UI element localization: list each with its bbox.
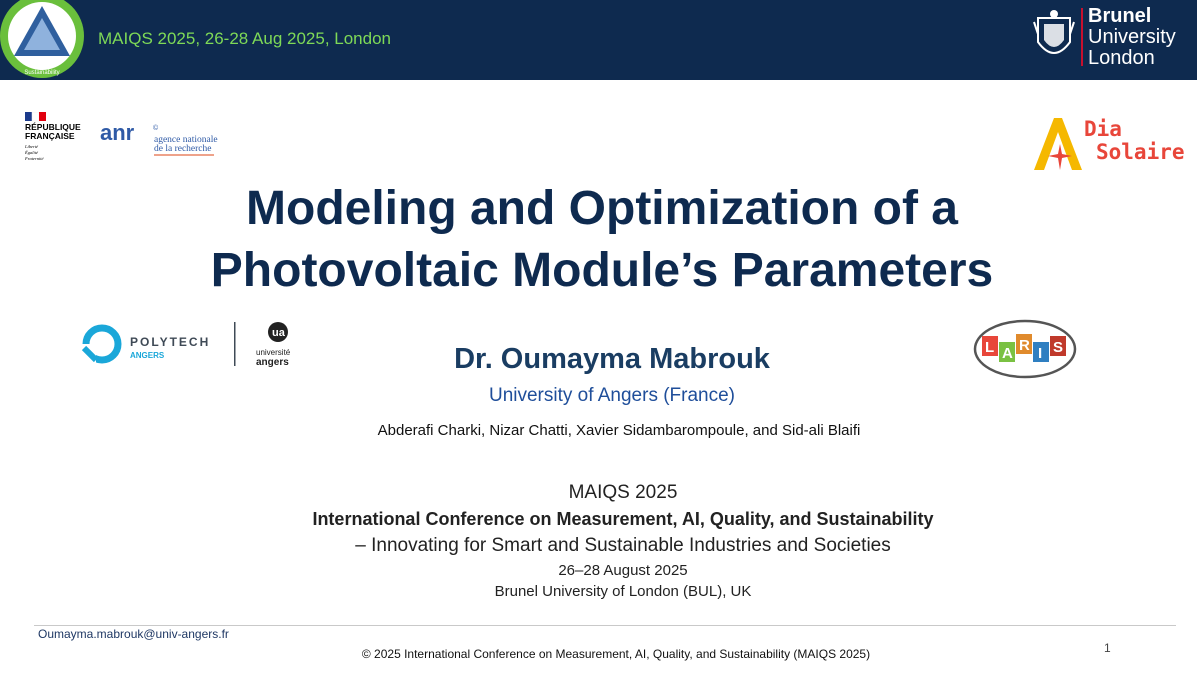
dia-word: Dia <box>1084 117 1122 141</box>
slide-title <box>0 178 1204 302</box>
conference-subtitle: – Innovating for Smart and Sustainable Industries and Societies <box>355 535 891 556</box>
anr-mark: anr <box>100 120 135 145</box>
republique-francaise-logo <box>25 112 87 168</box>
contact-email[interactable]: Oumayma.mabrouk@univ-angers.fr <box>38 627 229 641</box>
title-line-2: Photovoltaic Module’s Parameters <box>210 244 994 297</box>
laris-letter-l: L <box>985 339 995 356</box>
conference-venue: Brunel University of London (BUL), UK <box>494 583 752 600</box>
presenter-affiliation: University of Angers (France) <box>488 385 736 406</box>
copyright-notice: © 2025 International Conference on Measurement, AI, Quality, and Sustainability (MAIQS 2025) <box>361 647 871 661</box>
angers-word: angers <box>256 357 289 368</box>
laris-letter-r: R <box>1019 337 1030 354</box>
maiqs-logo <box>0 0 86 80</box>
conference-block <box>0 480 1204 602</box>
svg-text:ua: ua <box>272 327 285 339</box>
brunel-word: Brunel <box>1088 5 1152 27</box>
rf-line5: Fraternité <box>25 156 44 161</box>
conference-name: International Conference on Measurement, AI, Quality, and Sustainability <box>312 509 934 529</box>
badge-ring-text: Sustainability <box>24 70 60 76</box>
anr-line1: agence nationale <box>154 135 218 145</box>
coauthors: Abderafi Charki, Nizar Chatti, Xavier Sidambarompoule, and Sid-ali Blaifi <box>377 422 861 439</box>
polytech-sub: ANGERS <box>130 351 165 360</box>
university-word: University <box>1088 26 1176 48</box>
polytech-word: POLYTECH <box>130 335 211 349</box>
anr-logo <box>100 120 230 162</box>
laris-letter-a: A <box>1002 345 1013 362</box>
conference-dates: 26–28 August 2025 <box>558 562 688 579</box>
presenter-name: Dr. Oumayma Mabrouk <box>454 343 770 375</box>
header-banner <box>0 0 1197 80</box>
rf-line4: Égalité <box>25 150 38 155</box>
title-line-1: Modeling and Optimization of a <box>246 182 958 235</box>
rf-line1: RÉPUBLIQUE <box>25 122 81 132</box>
conference-acronym: MAIQS 2025 <box>568 482 678 503</box>
london-word: London <box>1088 47 1155 69</box>
brunel-logo <box>1024 4 1194 72</box>
dia-solaire-logo <box>1032 114 1192 174</box>
conference-line: MAIQS 2025, 26-28 Aug 2025, London <box>98 29 392 48</box>
anr-line2: de la recherche <box>154 144 212 154</box>
footer-divider <box>34 625 1176 626</box>
laris-letter-i: I <box>1038 345 1043 362</box>
page-number: 1 <box>1104 641 1111 655</box>
universite-word: université <box>256 348 291 357</box>
rf-line2: FRANÇAISE <box>25 131 75 141</box>
laris-letter-s: S <box>1053 339 1064 356</box>
crest-icon <box>1030 8 1078 68</box>
rf-line3: Liberté <box>25 144 38 149</box>
svg-text:©: © <box>153 125 159 132</box>
brunel-divider <box>1081 8 1083 66</box>
solaire-word: Solaire <box>1096 140 1185 164</box>
